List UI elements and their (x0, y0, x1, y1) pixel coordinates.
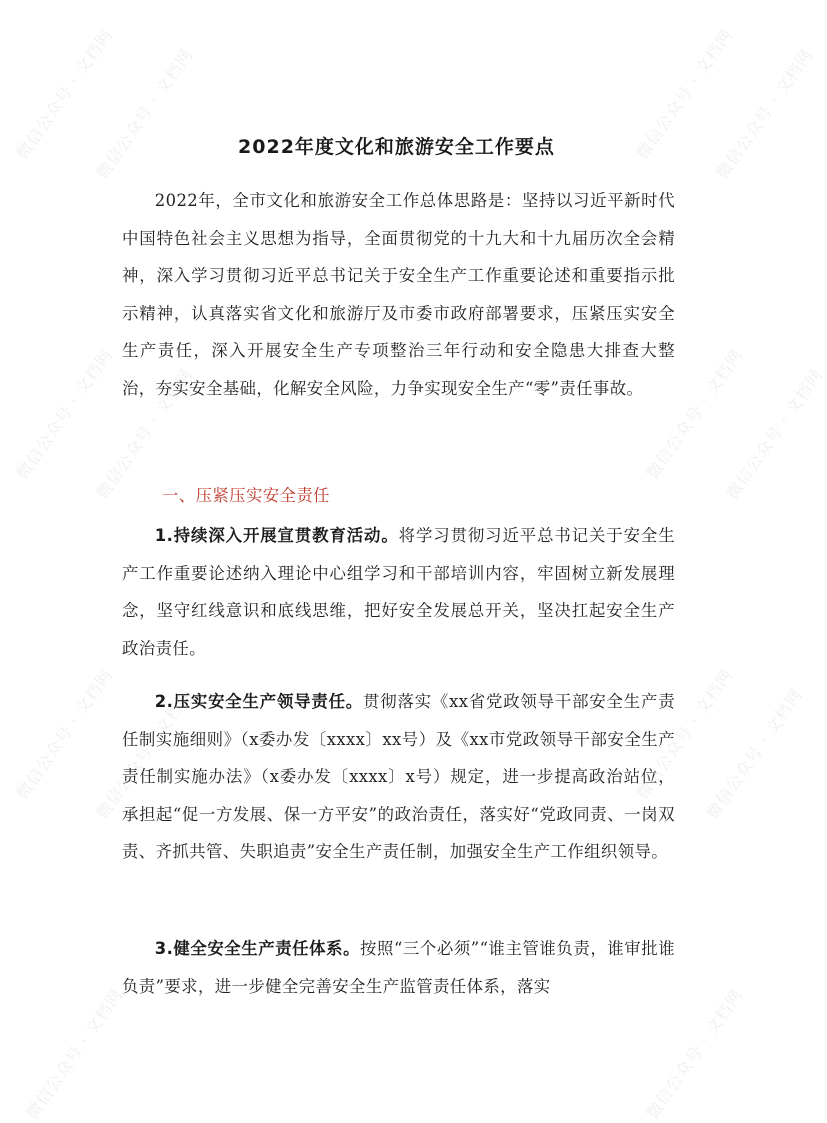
item-3-paragraph (122, 930, 675, 1005)
item-2-lead: 2.压实安全生产领导责任。 (154, 692, 364, 711)
item-1-text: 将学习贯彻习近平总书记关于安全生产工作重要论述纳入理论中心组学习和干部培训内容，牢固树立新发展理念，坚守红线意识和底线思维，把好安全发展总开关，坚决扛起安全生产政治责任。 (122, 526, 675, 658)
watermark-text: 微信公众号 · 文档网 (722, 365, 827, 503)
intro-paragraph: 2022年，全市文化和旅游安全工作总体思路是：坚持以习近平新时代中国特色社会主义思想为指导，全面贯彻党的十九大和十九届历次全会精神，深入学习贯彻习近平总书记关于安全生产工作重要论述和重要指示批示精神，认真落实省文化和旅游厅及市委市政府部署要求，压紧压实安全生产责任，深入开展安全生产专项整治三年行动和安全隐患大排查大整治，夯实安全基础，化解安全风险，力争实现安全生产“零”责任事故。 (122, 191, 675, 398)
watermark-text: 微信公众号 · 文档网 (712, 45, 817, 183)
watermark-text: 微信公众号 · 文档网 (702, 685, 807, 823)
intro-block (122, 182, 675, 407)
item-3-block (122, 930, 675, 1005)
watermark-text: 微信公众号 · 文档网 (12, 25, 117, 163)
watermark-text: 微信公众号 · 文档网 (642, 345, 747, 483)
item-1-paragraph (122, 517, 675, 667)
item-2-text: 贯彻落实《xx省党政领导干部安全生产责任制实施细则》（x委办发〔xxxx〕xx号）及《xx市党政领导干部安全生产责任制实施办法》（x委办发〔xxxx〕x号）规定，进一步提高政治站位，承担起“促一方发展、保一方平安”的政治责任，落实好“党政同责、一岗双责、齐抓共管、失职追责”安全生产责任制，加强安全生产工作组织领导。 (122, 692, 675, 861)
watermark-text: 微信公众号 · 文档网 (92, 365, 197, 503)
item-1-lead: 1.持续深入开展宣贯教育活动。 (154, 526, 399, 545)
item-2-block (122, 683, 675, 871)
watermark-text: 微信公众号 · 文档网 (12, 665, 117, 803)
watermark-text: 微信公众号 · 文档网 (92, 685, 197, 823)
watermark-text: 微信公众号 · 文档网 (632, 25, 737, 163)
section-heading-1: 一、压紧压实安全责任 (162, 486, 330, 505)
item-2-paragraph (122, 683, 675, 871)
watermark-text: 微信公众号 · 文档网 (12, 345, 117, 483)
watermark-text: 微信公众号 · 文档网 (642, 985, 747, 1123)
watermark-text: 微信公众号 · 文档网 (632, 665, 737, 803)
item-1-block (122, 517, 675, 667)
watermark-text: 微信公众号 · 文档网 (92, 45, 197, 183)
page-title: 2022年度文化和旅游安全工作要点 (238, 136, 555, 158)
watermark-text: 微信公众号 · 文档网 (22, 985, 127, 1123)
item-3-text: 按照“三个必须”“谁主管谁负责，谁审批谁负责”要求，进一步健全完善安全生产监管责任体系，落实 (122, 939, 675, 996)
item-3-lead: 3.健全安全生产责任体系。 (154, 939, 361, 958)
